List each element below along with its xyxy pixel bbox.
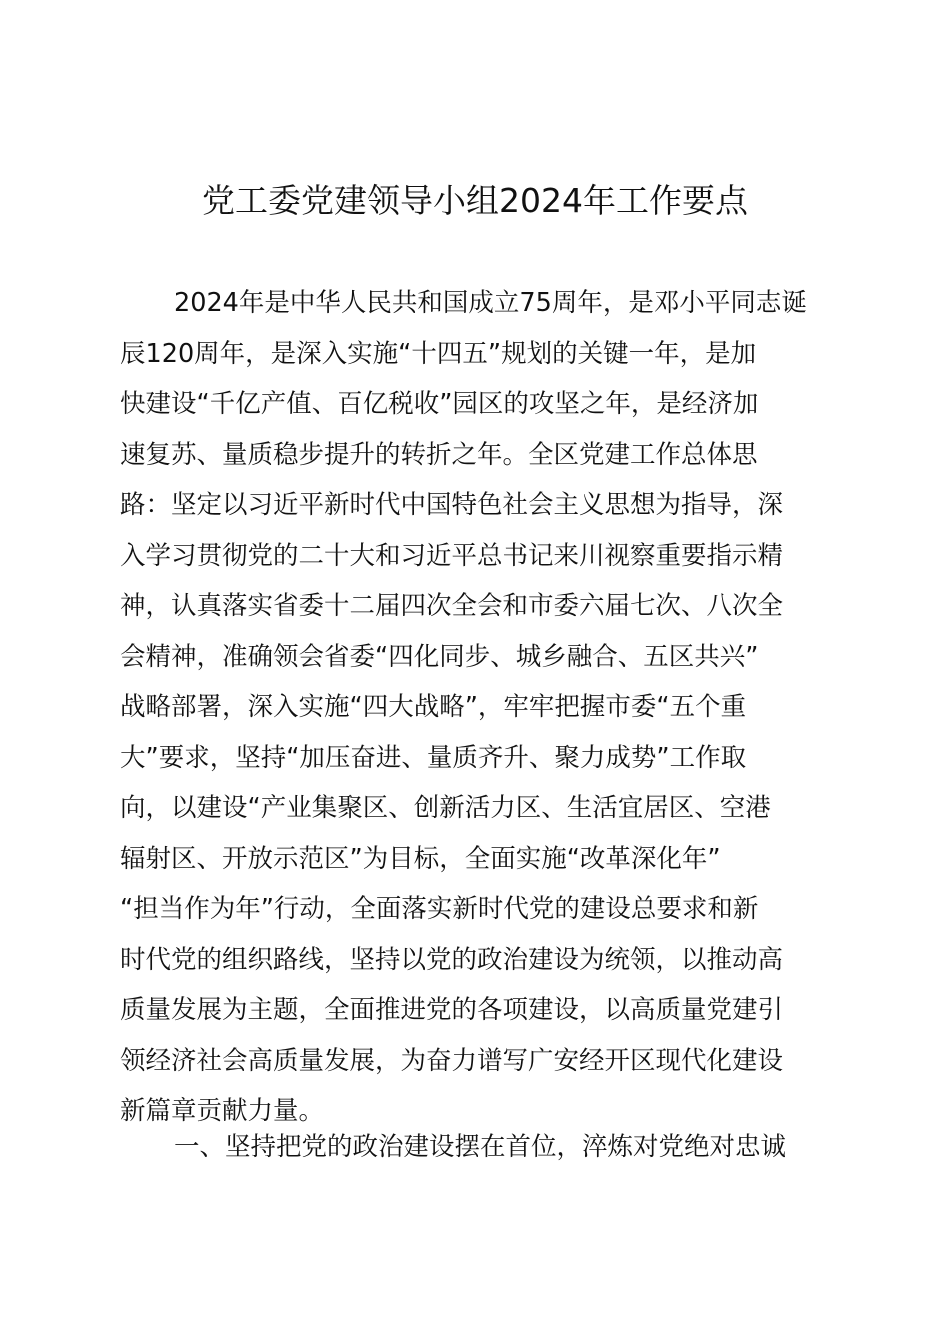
paragraph-line: 会精神，准确领会省委“四化同步、城乡融合、五区共兴” — [120, 641, 759, 672]
paragraph-line: 战略部署，深入实施“四大战略”，牢牢把握市委“五个重 — [120, 692, 747, 722]
paragraph-line: 快建设“千亿产值、百亿税收”园区的攻坚之年，是经济加 — [120, 389, 759, 419]
paragraph-line: 领经济社会高质量发展，为奋力谱写广安经开区现代化建设 — [120, 1045, 784, 1076]
paragraph-line: 辰120周年，是深入实施“十四五”规划的关键一年，是加 — [120, 338, 757, 369]
paragraph-line: 大”要求，坚持“加压奋进、量质齐升、聚力成势”工作取 — [120, 742, 747, 773]
paragraph-line: 时代党的组织路线，坚持以党的政治建设为统领，以推动高 — [120, 944, 784, 975]
paragraph-line: “担当作为年”行动，全面落实新时代党的建设总要求和新 — [120, 894, 759, 924]
section-heading-line: 一、坚持把党的政治建设摆在首位，淬炼对党绝对忠诚 — [174, 1132, 787, 1162]
section-heading-paragraph — [120, 1122, 832, 1173]
paragraph-line: 2024年是中华人民共和国成立75周年，是邓小平同志诞 — [174, 288, 807, 318]
paragraph-line: 神，认真落实省委十二届四次全会和市委六届七次、八次全 — [120, 591, 784, 621]
paragraph-line: 新篇章贡献力量。 — [120, 1096, 325, 1126]
paragraph-line: 辐射区、开放示范区”为目标，全面实施“改革深化年” — [120, 843, 721, 874]
paragraph-line: 入学习贯彻党的二十大和习近平总书记来川视察重要指示精 — [120, 540, 784, 571]
intro-paragraph — [120, 278, 832, 1137]
paragraph-line: 质量发展为主题，全面推进党的各项建设，以高质量党建引 — [120, 995, 784, 1025]
paragraph-line: 向，以建设“产业集聚区、创新活力区、生活宜居区、空港 — [120, 793, 771, 823]
paragraph-line: 路：坚定以习近平新时代中国特色社会主义思想为指导，深 — [120, 490, 784, 520]
paragraph-line: 速复苏、量质稳步提升的转折之年。全区党建工作总体思 — [120, 439, 758, 470]
document-title: 党工委党建领导小组2024年工作要点 — [202, 181, 748, 220]
